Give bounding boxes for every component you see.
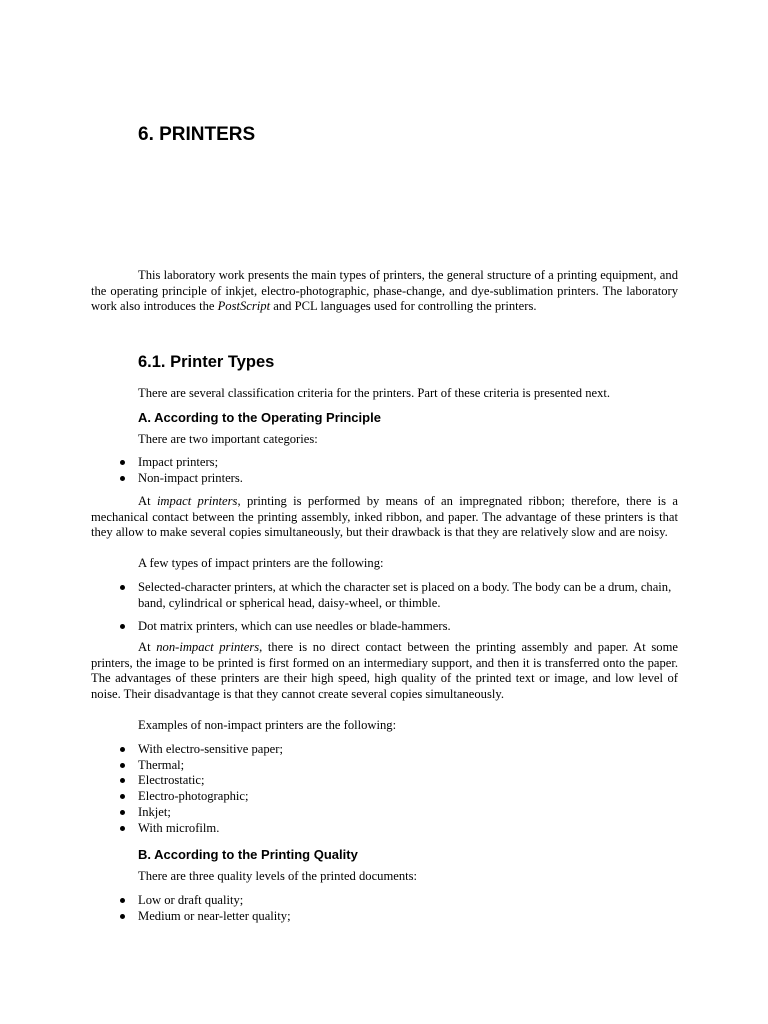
section-title-printer-types: 6.1. Printer Types: [138, 353, 275, 371]
subsection-title-printing-quality: B. According to the Printing Quality: [138, 847, 358, 862]
impact-printers-term: impact printers: [156, 494, 238, 508]
intro-paragraph: [91, 268, 678, 315]
bullet-icon: [120, 914, 125, 919]
bullet-icon: [120, 778, 125, 783]
impact-printers-paragraph: [91, 494, 678, 541]
list-item-text: Selected-character printers, at which the character set is placed on a body. The body can be a drum, chain, band, cylindrical or spherical head, daisy-wheel, or thimble.: [138, 580, 672, 610]
impact-text-end: , printing is performed by means of an impregnated ribbon; therefore, there is a mechanical contact between the printing assembly, inked ribbon, and paper. The advantage of these printers is that they allow to make several copies simultaneously, but their drawback is that they are relatively slow and are noisy.: [91, 494, 678, 540]
quality-levels-lead: There are three quality levels of the printed documents:: [138, 869, 418, 883]
list-item: [118, 455, 678, 471]
list-item-text: Dot matrix printers, which can use needles or blade-hammers.: [138, 619, 451, 634]
intro-postscript-term: PostScript: [217, 299, 271, 314]
bullet-icon: [120, 810, 125, 815]
nonimpact-printers-paragraph: [91, 640, 678, 703]
quality-levels-list: [118, 893, 678, 924]
subsection-title-operating-principle: A. According to the Operating Principle: [138, 410, 381, 425]
list-item-text: Thermal;: [138, 757, 185, 772]
bullet-icon: [120, 585, 125, 590]
list-item-text: Non-impact printers.: [138, 470, 243, 485]
list-item: [118, 893, 678, 909]
list-item-text: Electrostatic;: [138, 773, 205, 788]
intro-text-start: This laboratory work presents the main types of printers, the general structure of a printing equipment, and the operating principle of inkjet, electro-photographic, phase-change, and dye-sublimation printers. The laboratory work also introduces the: [91, 268, 678, 314]
impact-types-lead: A few types of impact printers are the following:: [138, 556, 384, 570]
list-item-text: With electro-sensitive paper;: [138, 742, 283, 756]
bullet-icon: [120, 460, 125, 465]
list-item: [118, 471, 678, 487]
list-item: [118, 789, 678, 805]
nonimpact-text-end: , there is no direct contact between the printing assembly and paper. At some printers, the image to be printed is first formed on an intermediary support, and then it is transferred onto the paper. The advantages of these printers are their high speed, high quality of the printed text or image, and low level of noise. Their disadvantage is that they cannot create several copies simultaneously.: [91, 640, 678, 702]
nonimpact-printers-term: non-impact printers: [156, 640, 260, 654]
bullet-icon: [120, 476, 125, 481]
list-item: [118, 805, 678, 821]
list-item-text: Impact printers;: [138, 455, 219, 469]
impact-types-list: [118, 580, 678, 635]
list-item-text: Medium or near-letter quality;: [138, 908, 291, 923]
bullet-icon: [120, 747, 125, 752]
intro-text-end: and PCL languages used for controlling the printers.: [270, 299, 537, 314]
bullet-icon: [120, 794, 125, 799]
list-item: [118, 580, 678, 611]
list-item: [118, 758, 678, 774]
list-item: [118, 773, 678, 789]
chapter-title: 6. PRINTERS: [138, 124, 256, 145]
list-item-text: Inkjet;: [138, 804, 171, 819]
list-item-text: Low or draft quality;: [138, 893, 244, 907]
list-item: [118, 909, 678, 925]
section-lead: There are several classification criteria for the printers. Part of these criteria is presented next.: [138, 386, 611, 400]
nonimpact-examples-lead: Examples of non-impact printers are the following:: [138, 718, 397, 732]
list-item-text: With microfilm.: [138, 820, 220, 835]
impact-text-start: At: [138, 494, 157, 508]
nonimpact-examples-list: [118, 742, 678, 836]
list-item: [118, 821, 678, 837]
categories-list: [118, 455, 678, 486]
bullet-icon: [120, 763, 125, 768]
list-item: [118, 742, 678, 758]
categories-lead: There are two important categories:: [138, 432, 318, 446]
nonimpact-text-start: At: [138, 640, 157, 654]
bullet-icon: [120, 624, 125, 629]
list-item: [118, 619, 678, 635]
list-item-text: Electro-photographic;: [138, 789, 249, 804]
bullet-icon: [120, 826, 125, 831]
bullet-icon: [120, 898, 125, 903]
